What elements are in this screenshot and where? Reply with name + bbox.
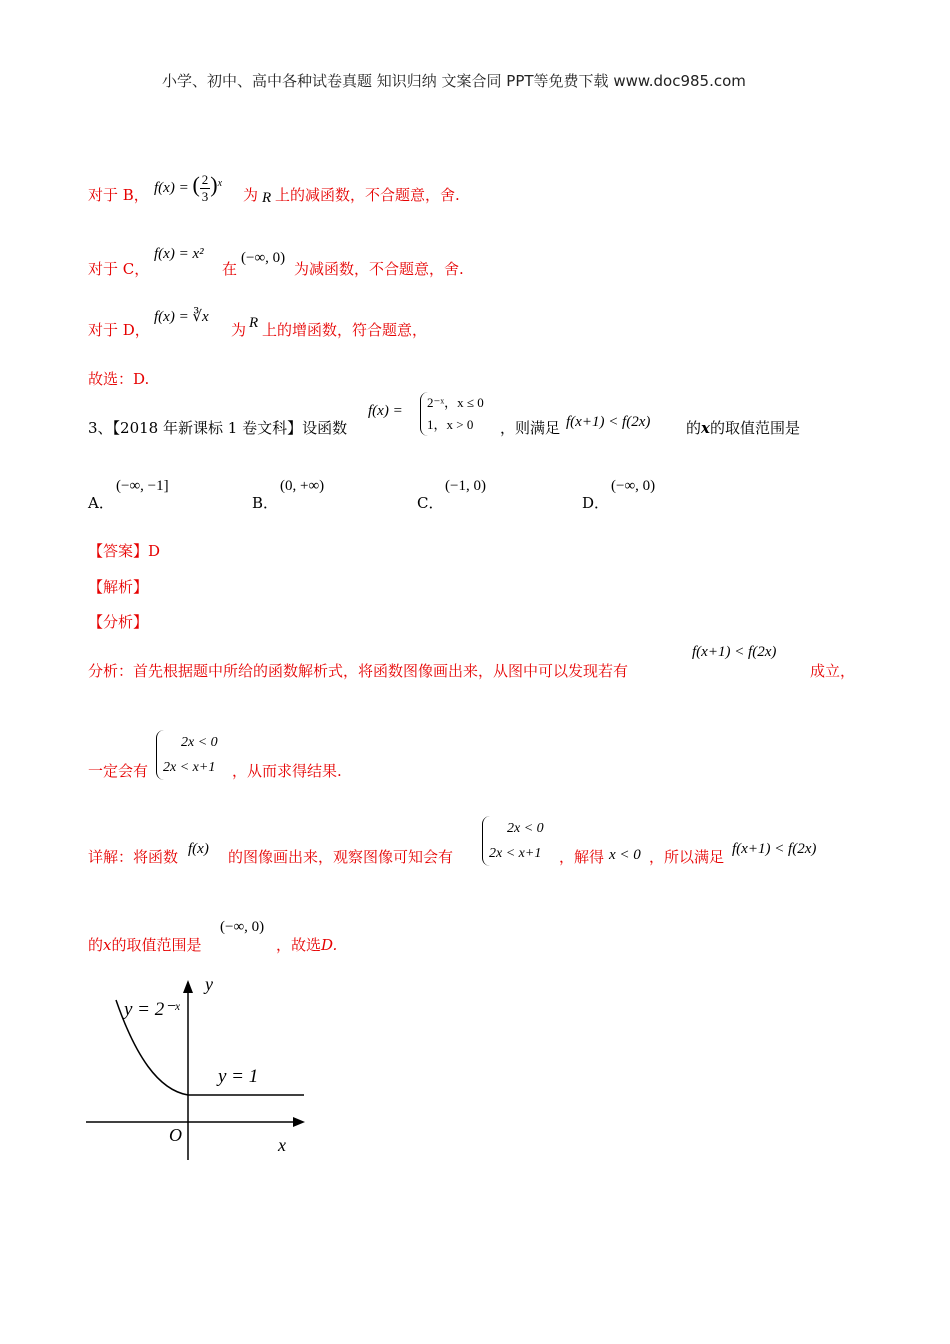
jiexi-heading: 【解析】 xyxy=(88,578,149,596)
curve-label: y = 2⁻ˣ xyxy=(124,999,180,1020)
fraction: $\frac{2}{3}$ xyxy=(201,172,209,205)
analysis-line-2: 一定会有 xyxy=(88,762,149,780)
option-d-prefix: 对于 D， xyxy=(88,321,150,339)
option-c-formula: f(x) = x² xyxy=(154,246,204,262)
option-c-suffix: 为减函数，不合题意，舍. xyxy=(294,260,464,278)
option-c-prefix: 对于 C， xyxy=(88,260,150,278)
option-c-mid: 在 xyxy=(222,260,238,278)
question-source: 【2018 年新课标 1 卷文科】 xyxy=(112,419,303,437)
choice-c-value[interactable]: (−1, 0) xyxy=(445,478,486,494)
y-axis-label: y xyxy=(205,974,213,994)
q3-fx: f(x) = xyxy=(368,403,403,419)
analysis-line-1: 分析：首先根据题中所给的函数解析式，将函数图像画出来，从图中可以发现若有 xyxy=(88,662,629,680)
detail-line-2-end: ，故选D. xyxy=(276,936,338,954)
q3-piecewise xyxy=(420,392,484,436)
line-label: y = 1 xyxy=(218,1066,259,1087)
choice-a-label[interactable]: A． xyxy=(88,494,114,512)
detail-interval: (−∞, 0) xyxy=(220,919,265,935)
x-axis-label: x xyxy=(278,1135,286,1155)
answer-heading: 【答案】D xyxy=(88,542,161,560)
detail-b: 的图像画出来，观察图像可知会有 xyxy=(228,848,454,866)
option-b-formula: f(x) = ( $\frac{2}{3}$ )$^x$ xyxy=(154,172,223,205)
analysis-system: 2x < 0 2x < x+1 xyxy=(156,730,218,780)
analysis-inequality: f(x+1) < f(2x) xyxy=(692,644,777,660)
detail-system: 2x < 0 2x < x+1 xyxy=(482,816,544,866)
choice-a-value[interactable]: (−∞, −1] xyxy=(116,478,169,494)
y-axis-arrow xyxy=(183,980,193,993)
option-d-suffix: 上的增函数，符合题意， xyxy=(262,321,428,339)
choice-d-label[interactable]: D． xyxy=(582,494,610,512)
choice-d-value[interactable]: (−∞, 0) xyxy=(611,478,656,494)
choose-d: 故选：D. xyxy=(88,370,150,388)
x-axis-arrow xyxy=(293,1117,305,1127)
fx-label: f(x) = xyxy=(154,180,189,196)
option-b-mid: 为 xyxy=(243,186,259,204)
function-graph xyxy=(80,965,320,1165)
detail-a: 详解：将函数 xyxy=(88,848,179,866)
option-b-r: R xyxy=(262,190,272,206)
question-text-1: 设函数 xyxy=(302,419,348,437)
q3-case-2: 1，x > 0 xyxy=(427,417,474,432)
fenxi-heading: 【分析】 xyxy=(88,613,149,631)
q3-text-3: 的x的取值范围是 xyxy=(686,419,800,437)
choice-b-value[interactable]: (0, +∞) xyxy=(280,478,325,494)
question-3 xyxy=(88,417,347,438)
analysis-line-1-end: 成立， xyxy=(810,662,856,680)
choice-c-label[interactable]: C． xyxy=(417,494,444,512)
q3-case-1: 2⁻ˣ，x ≤ 0 xyxy=(427,395,484,410)
detail-c: ，解得 xyxy=(559,848,605,866)
detail-solution: x < 0 xyxy=(609,847,641,863)
option-b-suffix: 上的减函数，不合题意，舍. xyxy=(275,186,460,204)
q3-inequality: f(x+1) < f(2x) xyxy=(566,414,651,430)
option-b-prefix: 对于 B， xyxy=(88,186,149,204)
question-number: 3、 xyxy=(88,419,113,437)
detail-line-2: 的x的取值范围是 xyxy=(88,936,202,954)
option-d-mid: 为 xyxy=(231,321,247,339)
option-d-formula: f(x) = ∛x xyxy=(154,309,209,325)
analysis-line-2-end: ，从而求得结果. xyxy=(232,762,342,780)
origin-label: O xyxy=(169,1125,182,1145)
q3-text-2: ，则满足 xyxy=(500,419,561,437)
option-d-r: R xyxy=(249,315,259,331)
detail-fx: f(x) xyxy=(188,841,209,857)
option-c-interval: (−∞, 0) xyxy=(241,250,286,266)
detail-inequality: f(x+1) < f(2x) xyxy=(732,841,817,857)
detail-d: ，所以满足 xyxy=(649,848,725,866)
page-header: 小学、初中、高中各种试卷真题 知识归纳 文案合同 PPT等免费下载 www.doc985.com xyxy=(162,72,746,90)
choice-b-label[interactable]: B． xyxy=(252,494,279,512)
